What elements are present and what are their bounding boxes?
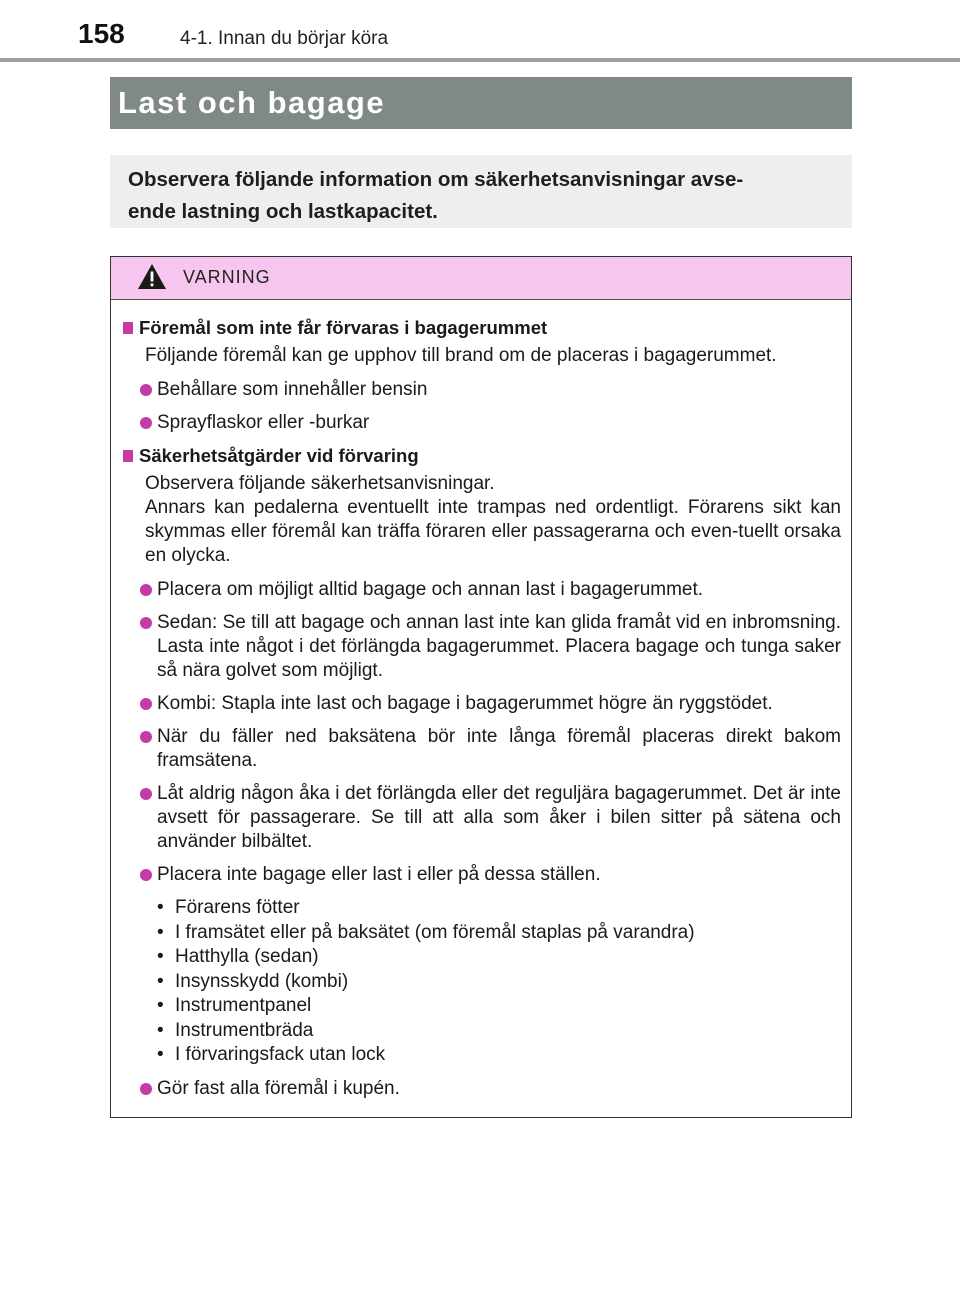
intro-line-1: Observera följande information om säkerhetsanvisningar avse- [128,168,744,191]
places-list [119,896,841,1068]
places-list-item: • Hatthylla (sedan) [157,945,841,970]
places-list-item: • Instrumentpanel [157,994,841,1019]
list-item-text: Sprayflaskor eller -burkar [157,412,370,433]
list-item [119,782,841,854]
page-number: 158 [78,18,125,49]
list-item-text: När du fäller ned baksätena bör inte långa föremål placeras direkt bakom framsätena. [157,726,841,771]
list-item-text: Behållare som innehåller bensin [157,379,428,400]
paragraph: Följande föremål kan ge upphov till brand om de placeras i bagagerummet. [145,345,777,366]
list-item-text: Låt aldrig någon åka i det förlängda eller det reguljära bagagerummet. Det är inte avsett för passagerare. Se till att alla som åker i bilen sitter på sätena och använder bilbältet. [157,783,841,852]
warning-label: VARNING [183,267,271,287]
bullet-dot-icon [140,384,152,396]
bullet-dot-icon [140,731,152,743]
intro-line-2: ende lastning och lastkapacitet. [128,200,438,223]
warning-body [111,300,851,1101]
page-title: Last och bagage [110,77,852,129]
bullet-dot-icon [140,617,152,629]
list-item-text: Placera om möjligt alltid bagage och annan last i bagagerummet. [157,579,704,600]
bullet-dot-icon [140,584,152,596]
list-item [119,1077,841,1101]
list-item-text: Gör fast alla föremål i kupén. [157,1077,400,1099]
page-header [0,0,960,62]
list-item [119,578,841,602]
list-item [119,411,841,435]
places-list-item: • Förarens fötter [157,896,841,921]
warning-box [110,256,852,1118]
list-item-text: Sedan: Se till att bagage och annan last inte kan glida framåt vid en inbromsning. Lasta inte något i det förlängda bagagerummet. Placera bagage och tunga saker så nära golvet som möjligt. [157,612,841,681]
list-item-text: Kombi: Stapla inte last och bagage i bagagerummet högre än ryggstödet. [157,693,773,714]
intro-box [110,155,852,228]
list-item [119,378,841,402]
list-item [119,863,841,887]
bullet-dot-icon [140,417,152,429]
list-item [119,725,841,773]
places-list-item: • I framsätet eller på baksätet (om föremål staplas på varandra) [157,921,841,946]
list-item-text: Placera inte bagage eller last i eller på dessa ställen. [157,864,601,885]
list-item [119,692,841,716]
places-list-item: • Instrumentbräda [157,1019,841,1044]
square-bullet-icon [123,450,133,462]
list-item [119,611,841,683]
bullet-dot-icon [140,698,152,710]
paragraph [119,472,841,568]
places-list-item: • I förvaringsfack utan lock [157,1043,841,1068]
section-heading [119,316,841,340]
section-reference: 4-1. Innan du börjar köra [180,28,389,49]
section-heading-text: Föremål som inte får förvaras i bagagerummet [139,317,548,338]
warning-triangle-icon [137,263,167,290]
bullet-dot-icon [140,788,152,800]
bullet-dot-icon [140,1083,152,1095]
section-heading [119,444,841,468]
bullet-dot-icon [140,869,152,881]
paragraph-line: Annars kan pedalerna eventuellt inte trampas ned ordentligt. Förarens sikt kan skymmas eller föremål kan träffa föraren eller passagerarna och even-tuellt orsaka en olycka. [145,497,841,566]
header-divider [0,58,960,62]
section-heading-text: Säkerhetsåtgärder vid förvaring [139,445,419,466]
warning-header [111,257,851,300]
square-bullet-icon [123,322,133,334]
paragraph-line: Observera följande säkerhetsanvisningar. [145,473,495,494]
places-list-item: • Insynsskydd (kombi) [157,970,841,995]
